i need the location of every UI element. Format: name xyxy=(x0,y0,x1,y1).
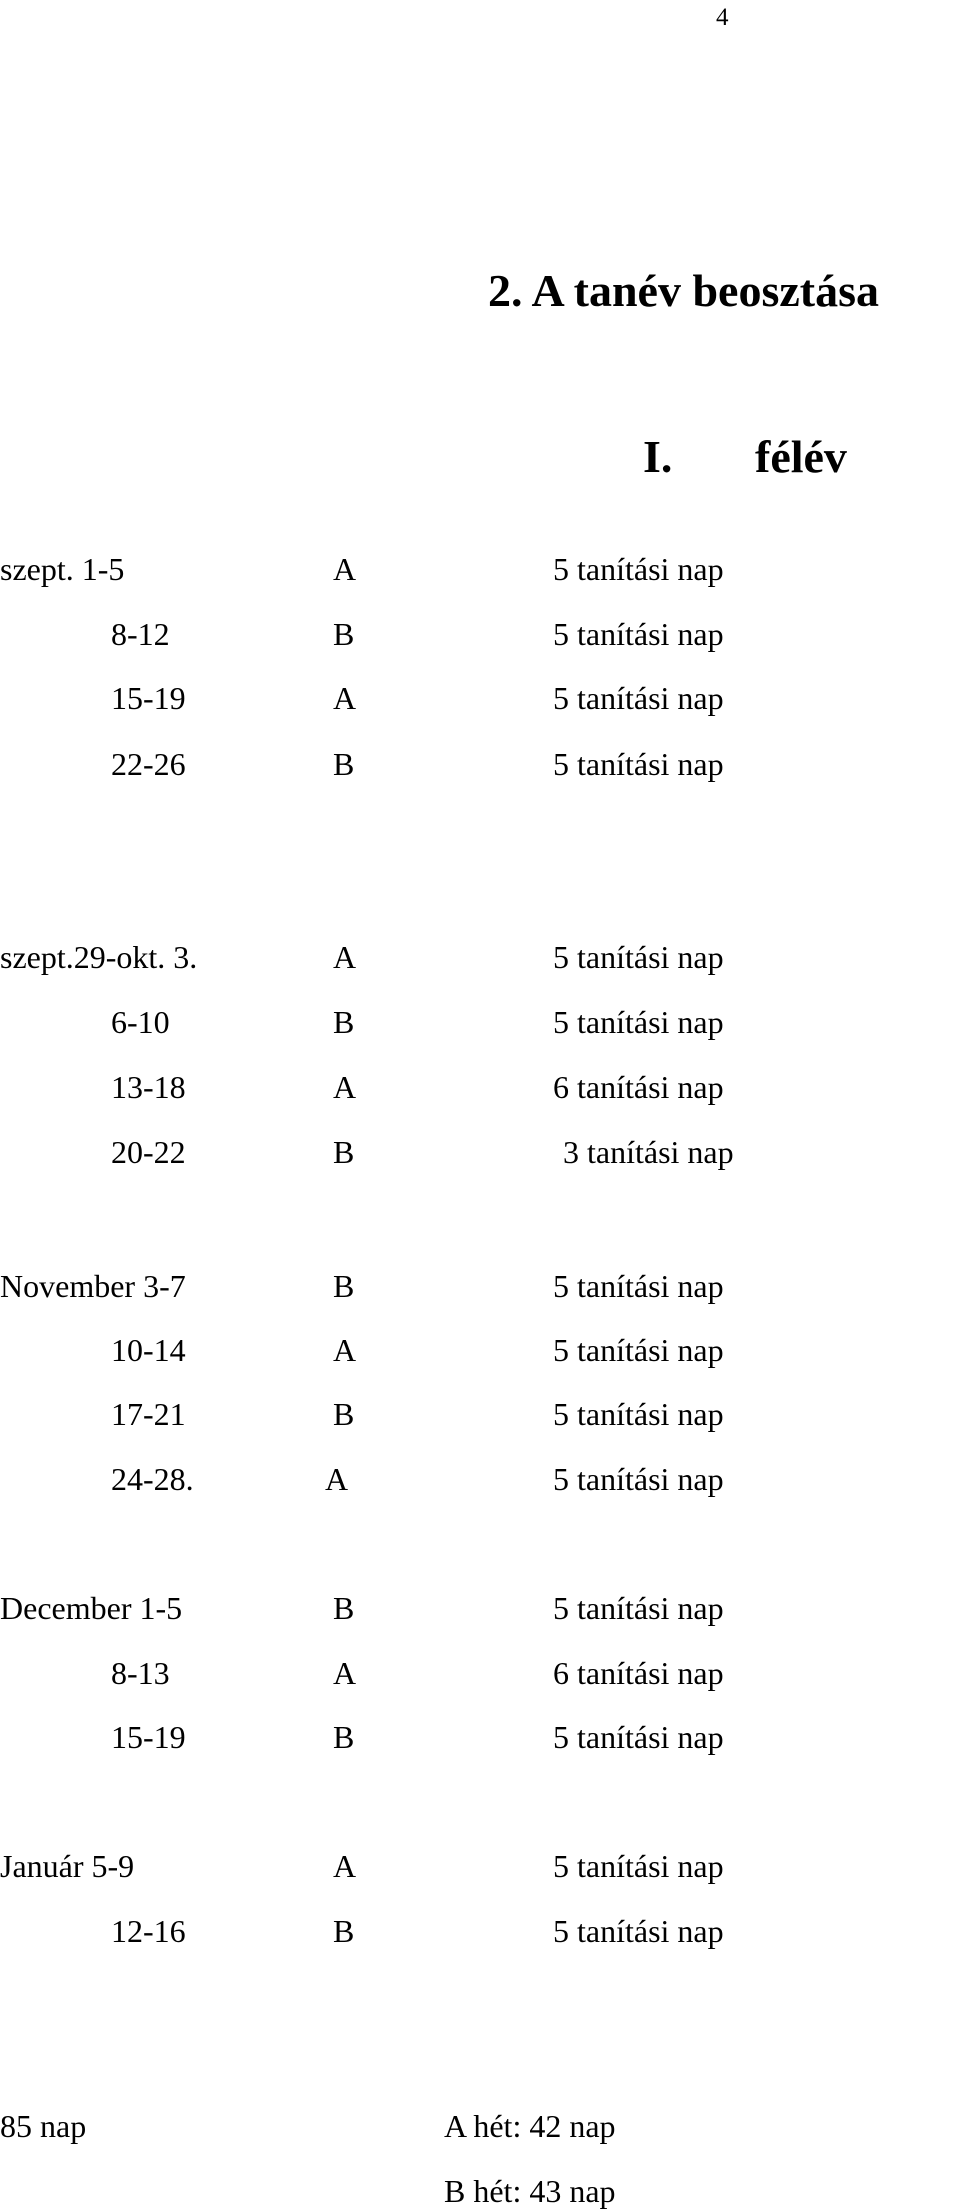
row-date: szept. 1-5 xyxy=(0,551,125,587)
row-date: 12-16 xyxy=(111,1913,186,1949)
row-week-type: B xyxy=(333,616,355,652)
schedule-row xyxy=(0,1657,960,1697)
row-week-type: A xyxy=(325,1461,349,1497)
row-date: 8-13 xyxy=(111,1655,170,1691)
row-teaching-days: 5 tanítási nap xyxy=(553,551,724,587)
row-teaching-days: 6 tanítási nap xyxy=(553,1069,724,1105)
schedule-row xyxy=(0,1721,960,1761)
schedule-row xyxy=(0,1136,960,1176)
row-teaching-days: 3 tanítási nap xyxy=(563,1134,734,1170)
row-date: 10-14 xyxy=(111,1332,186,1368)
row-week-type: A xyxy=(333,1069,357,1105)
row-week-type: B xyxy=(333,1134,355,1170)
schedule-row xyxy=(0,1334,960,1374)
summary-total-days: 85 nap xyxy=(0,2108,87,2144)
schedule-row xyxy=(0,1915,960,1955)
schedule-row xyxy=(0,1592,960,1632)
row-week-type: A xyxy=(333,939,357,975)
page-number: 4 xyxy=(716,4,729,31)
row-week-type: B xyxy=(333,1913,355,1949)
row-week-type: A xyxy=(333,1848,357,1884)
row-week-type: B xyxy=(333,1004,355,1040)
schedule-row xyxy=(0,748,960,788)
row-week-type: A xyxy=(333,551,357,587)
schedule-row xyxy=(0,682,960,722)
row-date: November 3-7 xyxy=(0,1268,186,1304)
row-week-type: B xyxy=(333,746,355,782)
row-teaching-days: 5 tanítási nap xyxy=(553,1396,724,1432)
row-week-type: B xyxy=(333,1268,355,1304)
schedule-row xyxy=(0,1006,960,1046)
row-date: 22-26 xyxy=(111,746,186,782)
row-date: 17-21 xyxy=(111,1396,186,1432)
row-date: 13-18 xyxy=(111,1069,186,1105)
row-week-type: A xyxy=(333,1332,357,1368)
chapter-title: 2. A tanév beosztása xyxy=(488,265,879,316)
row-week-type: A xyxy=(333,1655,357,1691)
schedule-row xyxy=(0,1270,960,1310)
row-date: szept.29-okt. 3. xyxy=(0,939,198,975)
row-date: 20-22 xyxy=(111,1134,186,1170)
schedule-row xyxy=(0,618,960,658)
schedule-row xyxy=(0,941,960,981)
row-week-type: B xyxy=(333,1719,355,1755)
schedule-row xyxy=(0,1463,960,1503)
row-teaching-days: 5 tanítási nap xyxy=(553,1590,724,1626)
semester-label: félév xyxy=(755,431,847,482)
schedule-row xyxy=(0,553,960,593)
row-date: 8-12 xyxy=(111,616,170,652)
row-teaching-days: 5 tanítási nap xyxy=(553,616,724,652)
row-teaching-days: 5 tanítási nap xyxy=(553,680,724,716)
row-week-type: B xyxy=(333,1590,355,1626)
row-teaching-days: 5 tanítási nap xyxy=(553,1268,724,1304)
schedule-row xyxy=(0,1398,960,1438)
semester-roman-numeral: I. xyxy=(643,431,673,482)
row-teaching-days: 5 tanítási nap xyxy=(553,1461,724,1497)
row-week-type: A xyxy=(333,680,357,716)
schedule-row xyxy=(0,1071,960,1111)
row-teaching-days: 6 tanítási nap xyxy=(553,1655,724,1691)
row-teaching-days: 5 tanítási nap xyxy=(553,1719,724,1755)
row-teaching-days: 5 tanítási nap xyxy=(553,939,724,975)
schedule-row xyxy=(0,1850,960,1890)
row-week-type: B xyxy=(333,1396,355,1432)
row-teaching-days: 5 tanítási nap xyxy=(553,746,724,782)
row-teaching-days: 5 tanítási nap xyxy=(553,1332,724,1368)
row-date: 15-19 xyxy=(111,680,186,716)
row-date: 6-10 xyxy=(111,1004,170,1040)
row-date: 24-28. xyxy=(111,1461,194,1497)
row-teaching-days: 5 tanítási nap xyxy=(553,1848,724,1884)
summary-a-week-days: A hét: 42 nap xyxy=(444,2108,616,2144)
row-date: 15-19 xyxy=(111,1719,186,1755)
row-teaching-days: 5 tanítási nap xyxy=(553,1913,724,1949)
summary-b-week-days: B hét: 43 nap xyxy=(444,2173,616,2209)
row-date: Január 5-9 xyxy=(0,1848,135,1884)
row-date: December 1-5 xyxy=(0,1590,183,1626)
row-teaching-days: 5 tanítási nap xyxy=(553,1004,724,1040)
